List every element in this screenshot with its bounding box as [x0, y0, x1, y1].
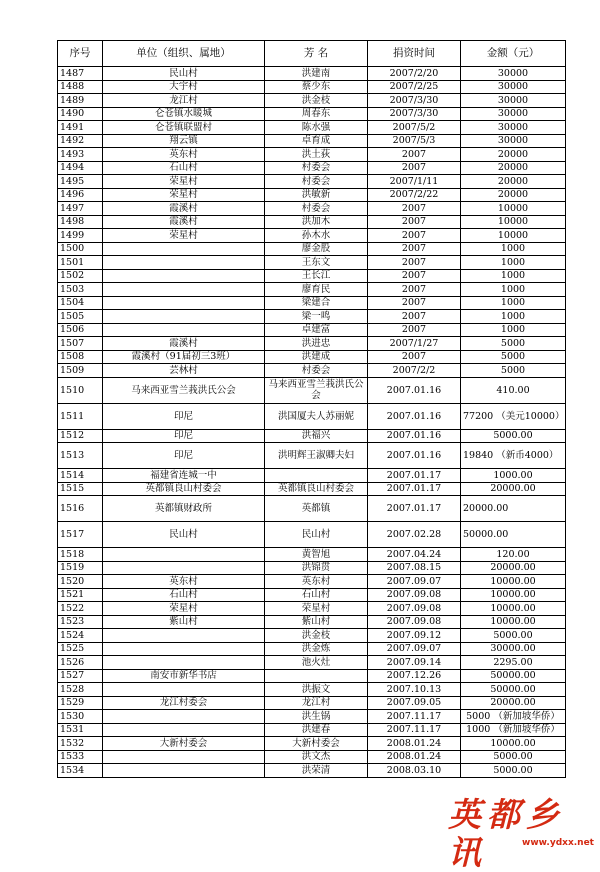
serial-no-cell: 1515: [58, 482, 103, 496]
header-unit: 单位（组织、属地）: [103, 41, 265, 67]
date-cell: 2007/5/3: [368, 134, 461, 148]
donor-name-cell: 洪振文: [265, 683, 368, 697]
date-cell: 2007/5/2: [368, 121, 461, 135]
donor-name-cell: 洪福兴: [265, 429, 368, 443]
table-row: [58, 269, 566, 283]
serial-no-cell: 1511: [58, 403, 103, 429]
amount-cell: 120.00: [461, 548, 566, 562]
amount-cell: 10000: [461, 229, 566, 243]
date-cell: 2007/3/30: [368, 94, 461, 108]
amount-cell: 20000.00: [461, 561, 566, 575]
amount-cell: 10000: [461, 215, 566, 229]
serial-no-cell: 1522: [58, 602, 103, 616]
donor-name-cell: [265, 469, 368, 483]
table-row: [58, 202, 566, 216]
unit-cell: [103, 323, 265, 337]
table-row: [58, 323, 566, 337]
unit-cell: 英东村: [103, 148, 265, 162]
unit-cell: [103, 242, 265, 256]
donor-name-cell: 梁一鸣: [265, 310, 368, 324]
donor-name-cell: 民山村: [265, 522, 368, 548]
unit-cell: [103, 642, 265, 656]
unit-cell: 紫山村: [103, 615, 265, 629]
amount-cell: 1000: [461, 256, 566, 270]
table-row: [58, 94, 566, 108]
date-cell: 2007: [368, 242, 461, 256]
date-cell: 2007: [368, 161, 461, 175]
serial-no-cell: 1527: [58, 669, 103, 683]
donor-name-cell: 紫山村: [265, 615, 368, 629]
amount-cell: 30000: [461, 80, 566, 94]
table-row: [58, 121, 566, 135]
unit-cell: 大新村委会: [103, 737, 265, 751]
amount-cell: 20000: [461, 188, 566, 202]
serial-no-cell: 1517: [58, 522, 103, 548]
serial-no-cell: 1518: [58, 548, 103, 562]
date-cell: 2007.09.07: [368, 642, 461, 656]
unit-cell: 印尼: [103, 429, 265, 443]
serial-no-cell: 1506: [58, 323, 103, 337]
date-cell: 2007: [368, 323, 461, 337]
table-row: [58, 710, 566, 724]
table-row: [58, 750, 566, 764]
table-row: [58, 175, 566, 189]
table-row: [58, 215, 566, 229]
unit-cell: [103, 256, 265, 270]
header-serial-no: 序号: [58, 41, 103, 67]
unit-cell: 印尼: [103, 443, 265, 469]
unit-cell: 石山村: [103, 161, 265, 175]
donor-name-cell: 村委会: [265, 175, 368, 189]
date-cell: 2007.04.24: [368, 548, 461, 562]
amount-cell: 5000.00: [461, 750, 566, 764]
unit-cell: 翔云镇: [103, 134, 265, 148]
table-row: [58, 429, 566, 443]
unit-cell: [103, 283, 265, 297]
table-row: [58, 443, 566, 469]
date-cell: 2007.01.16: [368, 377, 461, 403]
table-row: [58, 575, 566, 589]
date-cell: 2007: [368, 310, 461, 324]
amount-cell: 5000: [461, 364, 566, 378]
table-header-row: [58, 41, 566, 67]
amount-cell: 10000.00: [461, 602, 566, 616]
date-cell: 2008.03.10: [368, 764, 461, 778]
date-cell: 2007.09.05: [368, 696, 461, 710]
unit-cell: 南安市新华书店: [103, 669, 265, 683]
donor-name-cell: 洪敏新: [265, 188, 368, 202]
serial-no-cell: 1500: [58, 242, 103, 256]
table-row: [58, 683, 566, 697]
unit-cell: [103, 656, 265, 670]
table-row: [58, 642, 566, 656]
date-cell: 2007: [368, 283, 461, 297]
unit-cell: 福建省连城一中: [103, 469, 265, 483]
table-row: [58, 615, 566, 629]
unit-cell: 英都镇良山村委会: [103, 482, 265, 496]
donor-name-cell: 洪加木: [265, 215, 368, 229]
date-cell: 2007.01.16: [368, 403, 461, 429]
donor-name-cell: 村委会: [265, 364, 368, 378]
amount-cell: 10000.00: [461, 575, 566, 589]
table-row: [58, 134, 566, 148]
unit-cell: 民山村: [103, 67, 265, 81]
unit-cell: [103, 561, 265, 575]
date-cell: 2008.01.24: [368, 750, 461, 764]
unit-cell: 霞溪村: [103, 337, 265, 351]
unit-cell: [103, 269, 265, 283]
serial-no-cell: 1516: [58, 496, 103, 522]
donor-name-cell: 英都镇: [265, 496, 368, 522]
unit-cell: 英东村: [103, 575, 265, 589]
unit-cell: [103, 750, 265, 764]
donor-name-cell: 洪金枝: [265, 94, 368, 108]
donor-name-cell: 马来西亚雪兰莪洪氏公会: [265, 377, 368, 403]
unit-cell: 荣星村: [103, 188, 265, 202]
donor-name-cell: 洪锦贯: [265, 561, 368, 575]
serial-no-cell: 1495: [58, 175, 103, 189]
date-cell: 2007.01.17: [368, 482, 461, 496]
amount-cell: 5000.00: [461, 764, 566, 778]
date-cell: 2007: [368, 269, 461, 283]
serial-no-cell: 1504: [58, 296, 103, 310]
donor-name-cell: 洪生锅: [265, 710, 368, 724]
header-date: 捐资时间: [368, 41, 461, 67]
donor-name-cell: 荣星村: [265, 602, 368, 616]
table-row: [58, 588, 566, 602]
date-cell: 2007.01.17: [368, 496, 461, 522]
amount-cell: 1000: [461, 242, 566, 256]
table-row: [58, 482, 566, 496]
unit-cell: 马来西亚雪兰莪洪氏公会: [103, 377, 265, 403]
serial-no-cell: 1523: [58, 615, 103, 629]
serial-no-cell: 1509: [58, 364, 103, 378]
date-cell: 2007: [368, 202, 461, 216]
serial-no-cell: 1489: [58, 94, 103, 108]
date-cell: 2007.12.26: [368, 669, 461, 683]
donor-name-cell: 陈水强: [265, 121, 368, 135]
table-row: [58, 469, 566, 483]
amount-cell: 5000.00: [461, 429, 566, 443]
donor-name-cell: 卓育成: [265, 134, 368, 148]
serial-no-cell: 1492: [58, 134, 103, 148]
date-cell: 2007/3/30: [368, 107, 461, 121]
serial-no-cell: 1494: [58, 161, 103, 175]
amount-cell: 20000.00: [461, 696, 566, 710]
amount-cell: 1000: [461, 323, 566, 337]
amount-cell: 30000.00: [461, 642, 566, 656]
amount-cell: 50000.00: [461, 669, 566, 683]
date-cell: 2007.09.08: [368, 602, 461, 616]
watermark-title: 英都乡讯: [448, 795, 565, 872]
table-row: [58, 669, 566, 683]
date-cell: 2007/1/27: [368, 337, 461, 351]
unit-cell: [103, 683, 265, 697]
amount-cell: 1000: [461, 310, 566, 324]
serial-no-cell: 1533: [58, 750, 103, 764]
serial-no-cell: 1493: [58, 148, 103, 162]
unit-cell: [103, 764, 265, 778]
serial-no-cell: 1503: [58, 283, 103, 297]
table-row: [58, 602, 566, 616]
table-row: [58, 80, 566, 94]
serial-no-cell: 1521: [58, 588, 103, 602]
unit-cell: 龙江村: [103, 94, 265, 108]
date-cell: 2007/2/2: [368, 364, 461, 378]
amount-cell: 30000: [461, 121, 566, 135]
table-row: [58, 656, 566, 670]
unit-cell: 石山村: [103, 588, 265, 602]
amount-cell: 30000: [461, 67, 566, 81]
donor-name-cell: 王东文: [265, 256, 368, 270]
unit-cell: 霞溪村: [103, 215, 265, 229]
date-cell: 2007/2/20: [368, 67, 461, 81]
amount-cell: 5000 （新加坡华侨）: [461, 710, 566, 724]
serial-no-cell: 1525: [58, 642, 103, 656]
date-cell: 2007: [368, 148, 461, 162]
date-cell: 2008.01.24: [368, 737, 461, 751]
date-cell: 2007.09.08: [368, 615, 461, 629]
table-row: [58, 107, 566, 121]
table-row: [58, 148, 566, 162]
amount-cell: 5000: [461, 350, 566, 364]
unit-cell: 龙江村委会: [103, 696, 265, 710]
amount-cell: 20000: [461, 161, 566, 175]
unit-cell: [103, 710, 265, 724]
donor-name-cell: 洪建春: [265, 723, 368, 737]
donor-name-cell: 英东村: [265, 575, 368, 589]
donor-name-cell: 龙江村: [265, 696, 368, 710]
table-row: [58, 67, 566, 81]
header-name: 芳 名: [265, 41, 368, 67]
unit-cell: 民山村: [103, 522, 265, 548]
serial-no-cell: 1505: [58, 310, 103, 324]
serial-no-cell: 1488: [58, 80, 103, 94]
unit-cell: 仑苍镇水暖城: [103, 107, 265, 121]
serial-no-cell: 1520: [58, 575, 103, 589]
serial-no-cell: 1534: [58, 764, 103, 778]
date-cell: 2007.01.17: [368, 469, 461, 483]
amount-cell: 19840 （新币4000）: [461, 443, 566, 469]
table-row: [58, 256, 566, 270]
donor-name-cell: 洪建南: [265, 67, 368, 81]
serial-no-cell: 1490: [58, 107, 103, 121]
amount-cell: 1000 （新加坡华侨）: [461, 723, 566, 737]
date-cell: 2007.10.13: [368, 683, 461, 697]
table-row: [58, 188, 566, 202]
amount-cell: 20000: [461, 175, 566, 189]
amount-cell: 20000: [461, 148, 566, 162]
amount-cell: 50000.00: [461, 522, 566, 548]
table-row: [58, 350, 566, 364]
unit-cell: [103, 310, 265, 324]
donor-name-cell: 洪金枝: [265, 629, 368, 643]
date-cell: 2007.02.28: [368, 522, 461, 548]
table-row: [58, 629, 566, 643]
date-cell: 2007/2/25: [368, 80, 461, 94]
donor-name-cell: 黄智旭: [265, 548, 368, 562]
amount-cell: 10000.00: [461, 588, 566, 602]
amount-cell: 1000.00: [461, 469, 566, 483]
date-cell: 2007.11.17: [368, 710, 461, 724]
serial-no-cell: 1532: [58, 737, 103, 751]
donor-name-cell: 廖育民: [265, 283, 368, 297]
table-row: [58, 696, 566, 710]
amount-cell: 30000: [461, 134, 566, 148]
donor-name-cell: 蔡少东: [265, 80, 368, 94]
donor-name-cell: 池火灶: [265, 656, 368, 670]
amount-cell: 5000: [461, 337, 566, 351]
donor-name-cell: 洪明辉王淑卿夫妇: [265, 443, 368, 469]
date-cell: 2007: [368, 215, 461, 229]
date-cell: 2007.11.17: [368, 723, 461, 737]
unit-cell: 仑苍镇联盟村: [103, 121, 265, 135]
serial-no-cell: 1514: [58, 469, 103, 483]
serial-no-cell: 1502: [58, 269, 103, 283]
amount-cell: 2295.00: [461, 656, 566, 670]
table-row: [58, 403, 566, 429]
date-cell: 2007.08.15: [368, 561, 461, 575]
date-cell: 2007.09.12: [368, 629, 461, 643]
donor-name-cell: 梁建合: [265, 296, 368, 310]
amount-cell: 1000: [461, 269, 566, 283]
amount-cell: 20000.00: [461, 496, 566, 522]
donor-name-cell: 洪建成: [265, 350, 368, 364]
table-row: [58, 723, 566, 737]
donor-name-cell: 村委会: [265, 161, 368, 175]
date-cell: 2007: [368, 256, 461, 270]
table-row: [58, 364, 566, 378]
table-row: [58, 522, 566, 548]
table-row: [58, 496, 566, 522]
serial-no-cell: 1530: [58, 710, 103, 724]
date-cell: 2007: [368, 229, 461, 243]
unit-cell: [103, 296, 265, 310]
unit-cell: 霞溪村（91届初三3班）: [103, 350, 265, 364]
date-cell: 2007.01.16: [368, 443, 461, 469]
unit-cell: 荣星村: [103, 229, 265, 243]
serial-no-cell: 1528: [58, 683, 103, 697]
table-row: [58, 561, 566, 575]
donation-table: [57, 40, 566, 778]
date-cell: 2007.01.16: [368, 429, 461, 443]
amount-cell: 77200 （美元10000）: [461, 403, 566, 429]
amount-cell: 10000.00: [461, 737, 566, 751]
amount-cell: 50000.00: [461, 683, 566, 697]
serial-no-cell: 1507: [58, 337, 103, 351]
unit-cell: 大宇村: [103, 80, 265, 94]
unit-cell: 荣星村: [103, 602, 265, 616]
date-cell: 2007: [368, 296, 461, 310]
donor-name-cell: 石山村: [265, 588, 368, 602]
date-cell: 2007.09.14: [368, 656, 461, 670]
serial-no-cell: 1513: [58, 443, 103, 469]
table-row: [58, 377, 566, 403]
donor-name-cell: 卓建富: [265, 323, 368, 337]
serial-no-cell: 1524: [58, 629, 103, 643]
unit-cell: 霞溪村: [103, 202, 265, 216]
donor-name-cell: [265, 669, 368, 683]
date-cell: 2007: [368, 350, 461, 364]
ydxx-watermark: [448, 795, 600, 872]
donor-name-cell: 洪文杰: [265, 750, 368, 764]
unit-cell: [103, 629, 265, 643]
amount-cell: 1000: [461, 296, 566, 310]
serial-no-cell: 1531: [58, 723, 103, 737]
date-cell: 2007/2/22: [368, 188, 461, 202]
donor-name-cell: 洪荣清: [265, 764, 368, 778]
table-row: [58, 296, 566, 310]
unit-cell: 英都镇财政所: [103, 496, 265, 522]
serial-no-cell: 1498: [58, 215, 103, 229]
serial-no-cell: 1491: [58, 121, 103, 135]
serial-no-cell: 1501: [58, 256, 103, 270]
amount-cell: 10000: [461, 202, 566, 216]
donor-name-cell: 大新村委会: [265, 737, 368, 751]
amount-cell: 410.00: [461, 377, 566, 403]
amount-cell: 30000: [461, 107, 566, 121]
serial-no-cell: 1487: [58, 67, 103, 81]
amount-cell: 30000: [461, 94, 566, 108]
date-cell: 2007.09.08: [368, 588, 461, 602]
amount-cell: 5000.00: [461, 629, 566, 643]
unit-cell: [103, 548, 265, 562]
serial-no-cell: 1496: [58, 188, 103, 202]
unit-cell: 荣星村: [103, 175, 265, 189]
header-amount: 金额（元）: [461, 41, 566, 67]
donor-name-cell: 村委会: [265, 202, 368, 216]
donor-name-cell: 孙木水: [265, 229, 368, 243]
table-row: [58, 229, 566, 243]
serial-no-cell: 1519: [58, 561, 103, 575]
donor-name-cell: 洪金炼: [265, 642, 368, 656]
amount-cell: 20000.00: [461, 482, 566, 496]
donor-name-cell: 周春东: [265, 107, 368, 121]
table-row: [58, 337, 566, 351]
table-row: [58, 242, 566, 256]
unit-cell: [103, 723, 265, 737]
serial-no-cell: 1526: [58, 656, 103, 670]
donor-name-cell: 王长江: [265, 269, 368, 283]
donor-name-cell: 洪土荻: [265, 148, 368, 162]
table-row: [58, 161, 566, 175]
donor-name-cell: 英都镇良山村委会: [265, 482, 368, 496]
serial-no-cell: 1510: [58, 377, 103, 403]
table-row: [58, 548, 566, 562]
serial-no-cell: 1512: [58, 429, 103, 443]
watermark-url: www.ydxx.net: [522, 838, 594, 848]
table-row: [58, 310, 566, 324]
table-row: [58, 283, 566, 297]
unit-cell: 印尼: [103, 403, 265, 429]
serial-no-cell: 1529: [58, 696, 103, 710]
serial-no-cell: 1497: [58, 202, 103, 216]
amount-cell: 10000.00: [461, 615, 566, 629]
unit-cell: 芸林村: [103, 364, 265, 378]
date-cell: 2007.09.07: [368, 575, 461, 589]
serial-no-cell: 1508: [58, 350, 103, 364]
amount-cell: 1000: [461, 283, 566, 297]
serial-no-cell: 1499: [58, 229, 103, 243]
donor-name-cell: 廖金股: [265, 242, 368, 256]
donor-name-cell: 洪国厦夫人苏丽妮: [265, 403, 368, 429]
date-cell: 2007/1/11: [368, 175, 461, 189]
table-row: [58, 737, 566, 751]
donor-name-cell: 洪进忠: [265, 337, 368, 351]
table-row: [58, 764, 566, 778]
